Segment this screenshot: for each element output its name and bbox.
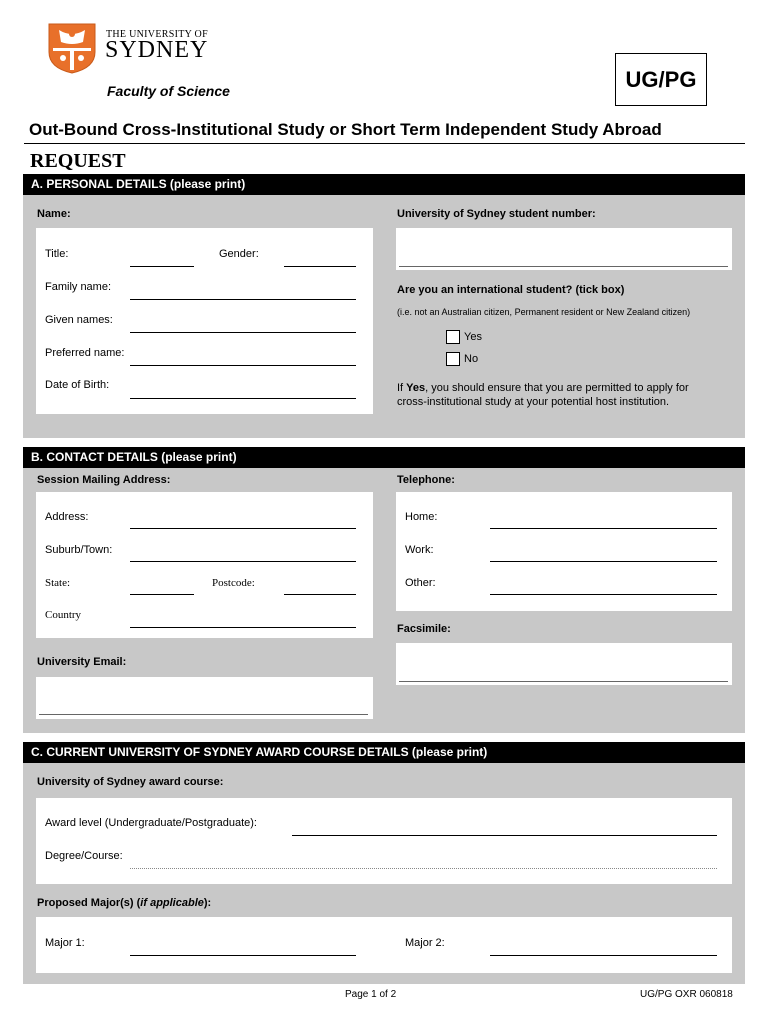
- award-level-label: Award level (Undergraduate/Postgraduate):: [45, 817, 257, 829]
- international-no-label: No: [464, 353, 479, 365]
- form-code: UG/PG OXR 060818: [640, 989, 733, 1000]
- facsimile-box: [396, 643, 732, 685]
- major2-field[interactable]: [490, 955, 717, 956]
- dob-field[interactable]: [130, 398, 356, 399]
- country-field[interactable]: [130, 627, 356, 628]
- title-label: Title:: [45, 248, 69, 260]
- international-note: (i.e. not an Australian citizen, Permanent resident or New Zealand citizen): [397, 307, 691, 317]
- postcode-field[interactable]: [284, 594, 356, 595]
- work-phone-field[interactable]: [490, 561, 717, 562]
- international-yes-checkbox[interactable]: [446, 330, 460, 344]
- other-phone-label: Other:: [405, 577, 436, 589]
- session-address-label: Session Mailing Address:: [37, 474, 171, 486]
- section-c-heading: C. CURRENT UNIVERSITY OF SYDNEY AWARD COURSE DETAILS (please print): [23, 742, 745, 763]
- dob-label: Date of Birth:: [45, 379, 110, 391]
- form-subtitle: REQUEST: [30, 150, 126, 172]
- state-label: State:: [45, 577, 71, 589]
- majors-box: [36, 917, 732, 973]
- family-name-label: Family name:: [45, 281, 112, 293]
- page-number: Page 1 of 2: [345, 989, 397, 1000]
- email-label: University Email:: [37, 656, 127, 668]
- major2-label: Major 2:: [405, 937, 445, 949]
- major1-label: Major 1:: [45, 937, 85, 949]
- given-names-label: Given names:: [45, 314, 113, 326]
- telephone-label: Telephone:: [397, 474, 455, 486]
- university-crest: [47, 22, 97, 74]
- international-yes-label: Yes: [464, 331, 482, 343]
- major1-field[interactable]: [130, 955, 356, 956]
- home-phone-field[interactable]: [490, 528, 717, 529]
- email-box: [36, 677, 373, 719]
- international-no-checkbox[interactable]: [446, 352, 460, 366]
- student-number-label: University of Sydney student number:: [397, 208, 596, 220]
- work-phone-label: Work:: [405, 544, 434, 556]
- faculty-name: Faculty of Science: [107, 83, 230, 99]
- country-label: Country: [45, 609, 82, 621]
- international-label: Are you an international student? (tick box): [397, 284, 625, 296]
- university-name-line1: THE UNIVERSITY OF: [106, 29, 208, 40]
- section-b-heading: B. CONTACT DETAILS (please print): [23, 447, 745, 468]
- family-name-field[interactable]: [130, 299, 356, 300]
- university-name-line2: SYDNEY: [105, 37, 209, 63]
- title-rule: [24, 143, 745, 144]
- postcode-label: Postcode:: [212, 577, 255, 589]
- student-number-box: [396, 228, 732, 270]
- given-names-field[interactable]: [130, 332, 356, 333]
- award-course-box: [36, 798, 732, 884]
- award-level-field[interactable]: [292, 835, 717, 836]
- award-course-label: University of Sydney award course:: [37, 776, 224, 788]
- email-field[interactable]: [39, 714, 368, 715]
- student-number-field[interactable]: [399, 266, 728, 267]
- address-field[interactable]: [130, 528, 356, 529]
- section-a-heading: A. PERSONAL DETAILS (please print): [23, 174, 745, 195]
- if-yes-note-line2: cross-institutional study at your potential host institution.: [397, 396, 670, 408]
- other-phone-field[interactable]: [490, 594, 717, 595]
- degree-label: Degree/Course:: [45, 850, 123, 862]
- if-yes-note: If Yes, you should ensure that you are permitted to apply for: [397, 382, 689, 394]
- form-title: Out-Bound Cross-Institutional Study or Short Term Independent Study Abroad: [29, 120, 662, 139]
- address-label: Address:: [45, 511, 89, 523]
- suburb-field[interactable]: [130, 561, 356, 562]
- facsimile-label: Facsimile:: [397, 623, 451, 635]
- title-field[interactable]: [130, 266, 194, 267]
- gender-label: Gender:: [219, 248, 259, 260]
- gender-field[interactable]: [284, 266, 356, 267]
- preferred-name-field[interactable]: [130, 365, 356, 366]
- home-phone-label: Home:: [405, 511, 438, 523]
- name-label: Name:: [37, 208, 71, 220]
- facsimile-field[interactable]: [399, 681, 728, 682]
- preferred-name-label: Preferred name:: [45, 347, 125, 359]
- degree-field[interactable]: [130, 868, 717, 869]
- suburb-label: Suburb/Town:: [45, 544, 113, 556]
- level-badge: UG/PG: [615, 53, 707, 106]
- proposed-majors-label: Proposed Major(s) (if applicable):: [37, 897, 212, 909]
- state-field[interactable]: [130, 594, 194, 595]
